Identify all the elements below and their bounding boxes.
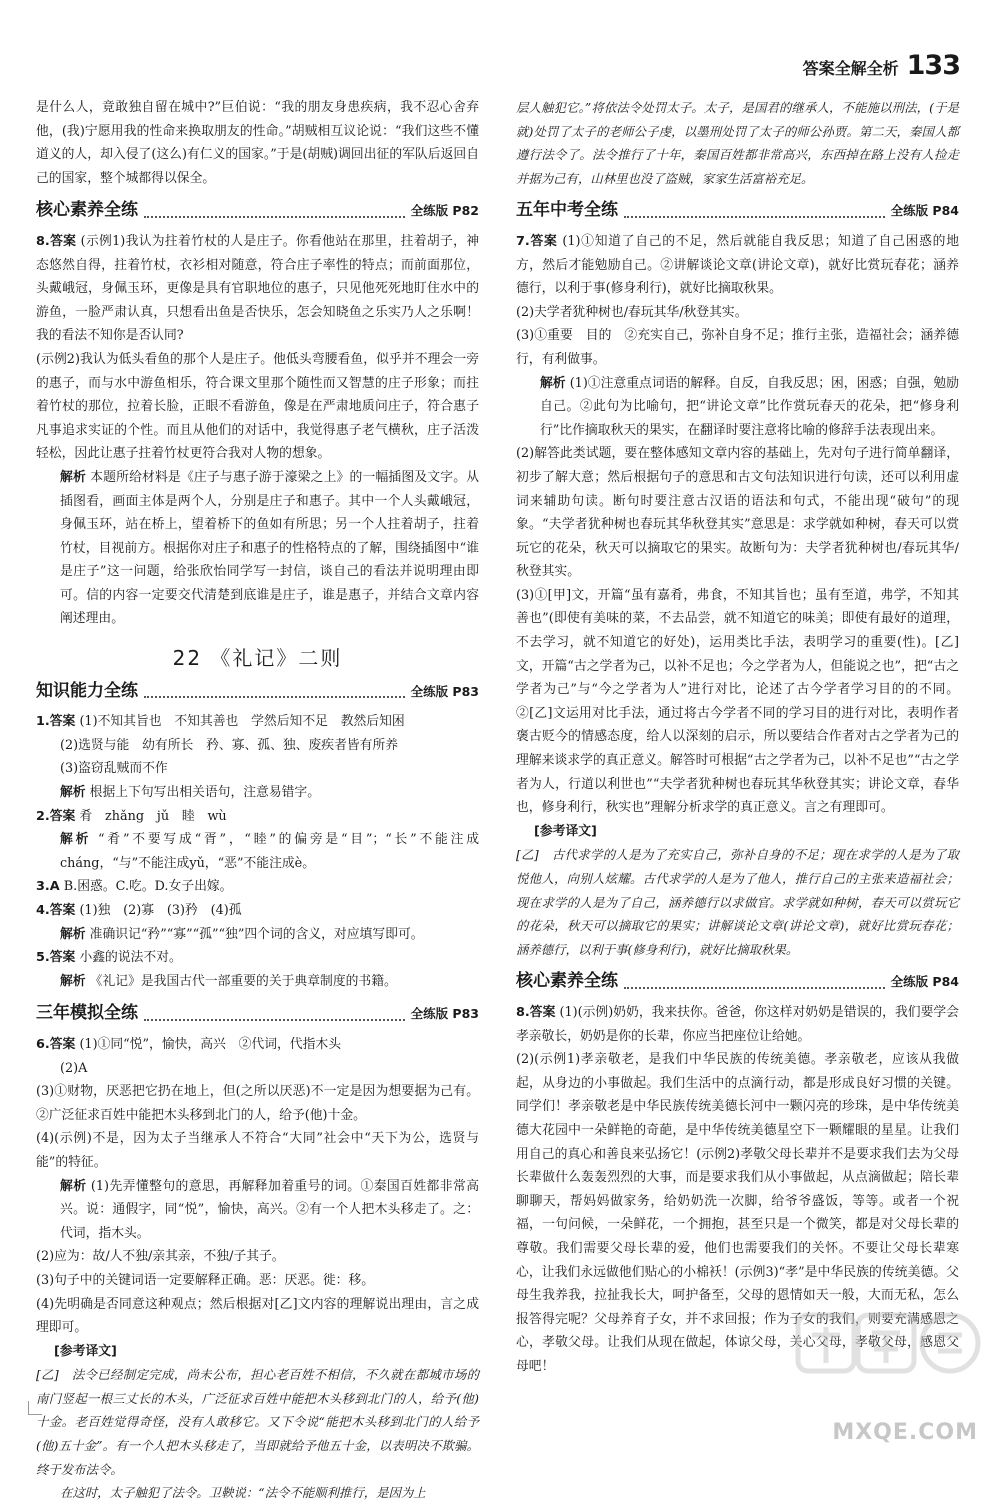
answer-text: (1)独 (2)寡 (3)矜 (4)孤	[79, 903, 242, 918]
section-heading	[516, 970, 959, 994]
section-ref: 全练版 P84	[890, 203, 959, 219]
intro-paragraph: 是什么人，竟敢独自留在城中?”巨伯说：“我的朋友身患疾病，我不忍心舍弃他，(我)宁愿用我的性命来换取朋友的性命。”胡贼相互议论说：“我们这些不懂道义的人，却入侵了(这么)有仁义的国家。”于是(胡贼)调回出征的军队后返回自己的国家，整个城都得以保全。	[36, 100, 479, 186]
analysis-line: (3)句子中的关键词语一定要解释正确。恶：厌恶。徙：移。	[36, 1272, 375, 1288]
right-column	[516, 96, 959, 1416]
dotted-leader	[144, 1019, 405, 1021]
answer-label: 8.答案	[516, 1004, 556, 1020]
answer-label: 7.答案	[516, 233, 558, 249]
answer-text: (1)①知道了自己的不足，然后就能自我反思；知道了自己困惑的地方，然后才能勉励自己。②讲解谈论文章(讲论文章)，就好比赏玩春花；涵养德行，以利于事(修身利行)，就好比摘取秋果。	[516, 233, 959, 297]
analysis-entry	[36, 466, 479, 631]
analysis-label: 解析	[60, 785, 86, 801]
answer-label: 2.答案	[36, 808, 76, 824]
answer-label: 5.答案	[36, 950, 76, 966]
running-title: 答案全解全析	[802, 59, 899, 78]
answer-text: (1)不知其旨也 不知其善也 学然后知不足 教然后知困	[79, 714, 405, 730]
answer-line: (4)(示例)不是，因为太子当继承人不符合“大同”社会中“天下为公，选贤与能”的特征。	[36, 1131, 479, 1170]
analysis-label: 解析	[60, 973, 86, 989]
analysis-label: 解析	[540, 375, 566, 391]
section-heading	[36, 199, 479, 223]
analysis-text: 本题所给材料是《庄子与惠子游于濠梁之上》的一幅插图及文字。从插图看，画面主体是两个人，分别是庄子和惠子。其中一个人头戴峨冠，身佩玉环，站在桥上，望着桥下的鱼如有所思；另一个人拄着胡子，拄着竹杖，目视前方。根据你对庄子和惠子的性格特点的了解，围绕插图中“谁是庄子”这一问题，给张欣怡同学写一封信，谈自己的看法并说明理由即可。信的内容一定要交代清楚到底谁是庄子，谁是惠子，并结合文章内容阐述理由。	[60, 469, 480, 627]
analysis-text: 根据上下句写出相关语句，注意易错字。	[89, 785, 321, 801]
analysis-line: (2)应为：故/人不独/亲其亲，不独/子其子。	[36, 1249, 285, 1265]
analysis-entry	[36, 781, 479, 805]
answer-entry	[36, 946, 479, 970]
answer-line: (3)①重要 目的 ②充实自己，弥补自身不足；推行主张，造福社会；涵养德行，有利做事。	[516, 328, 959, 367]
answer-entry	[36, 1033, 479, 1057]
section-title: 核心素养全练	[36, 200, 138, 221]
analysis-entry	[36, 828, 479, 875]
answer-text: (1)①同“悦”，愉快，高兴 ②代词，代指木头	[79, 1036, 341, 1052]
analysis-line: (4)先明确是否同意这种观点；然后根据对[乙]文内容的理解说出理由，言之成理即可。	[36, 1296, 479, 1336]
analysis-text: “肴”不要写成“胥”，“睦”的偏旁是“目”；“长”不能注成cháng，“与”不能注成yǔ，“恶”不能注成è。	[60, 832, 480, 871]
answer-line: (2)(示例1)孝亲敬老，是我们中华民族的传统美德。孝亲敬老，应该从我做起，从身边的小事做起。我们生活中的点滴行动，都是形成良好习惯的关键。同学们！孝亲敬老是中华民族传统美德长河中一颗闪亮的珍珠，是中华传统美德大花园中一朵鲜艳的奇葩，是中华传统美德星空下一颗耀眼的星星。让我们用自己的真心和善良来弘扬它！(示例2)孝敬父母长辈并不是要求我们去为父母长辈做什么轰轰烈烈的大事，而是要求我们从小事做起，从点滴做起；陪长辈聊聊天，帮妈妈做家务，给奶奶洗一次脚，给爷爷盛饭，等等。或者一个祝福，一句问候，一朵鲜花，一个拥抱，甚至只是一个微笑，都是对父母长辈的尊敬。我们需要父母长辈的爱，他们也需要我们的关怀。不要让父母长辈寒心，让我们永远做他们贴心的小棉袄！(示例3)“孝”是中华民族的传统美德。父母生我养我，拉扯我长大，呵护备至，父母的恩情如天一般，大而无私，怎么报答得完呢？父母养育子女，并不求回报；作为子女的我们，则要充满感恩之心，孝敬父母。让我们从现在做起，体谅父母，关心父母，孝敬父母，感恩父母吧！	[516, 1052, 959, 1374]
analysis-text: (1)①注意重点词语的解释。自反，自我反思；困，困惑；自强，勉励自己。②此句为比喻句，把“讲论文章”比作赏玩春天的花朵，把“修身利行”比作摘取秋天的果实，在翻译时要注意将比喻的修辞手法表现出来。	[540, 375, 959, 438]
section-title: 知识能力全练	[36, 680, 138, 701]
analysis-entry	[36, 970, 479, 994]
answer-entry	[36, 348, 479, 466]
watermark-stamp-icon	[778, 1305, 988, 1425]
section-title: 五年中考全练	[516, 200, 618, 221]
answer-line: (3)①财物，厌恶把它扔在地上，但(之所以厌恶)不一定是因为想要据为己有。②广泛征求百姓中能把木头移到北门的人，给予(他)十金。	[36, 1084, 479, 1123]
answer-line: (2)选贤与能 幼有所长 矜、寡、孤、独、废疾者皆有所养	[60, 737, 399, 753]
section-ref: 全练版 P82	[410, 203, 479, 219]
analysis-label: 解析	[60, 469, 86, 485]
answer-text: (示例1)我认为拄着竹杖的人是庄子。你看他站在那里，拄着胡子，神态悠然自得，拄着竹杖，衣衫相对随意，符合庄子率性的特点；而前面那位，头戴峨冠，身佩玉环，更像是具有官职地位的惠子，只见他死死地盯住水中的游鱼，一脸严肃认真，只想看出鱼是否快乐，怎会知晓鱼之乐实乃人之乐啊！我的看法不知你是否认同?	[36, 233, 479, 344]
answer-entry	[516, 1001, 959, 1048]
analysis-entry	[516, 372, 959, 443]
section-heading	[36, 1002, 479, 1026]
dotted-leader	[624, 987, 885, 989]
crop-mark	[28, 1401, 42, 1415]
dotted-leader	[144, 216, 405, 218]
section-ref: 全练版 P84	[890, 974, 959, 990]
answer-text: 肴 zhǎng jǔ 睦 wù	[79, 808, 227, 824]
translation-text: [乙] 法令已经制定完成，尚未公布，担心老百姓不相信，不久就在都城市场的南门竖起一根三丈长的木头，广泛征求百姓中能把木头移到北门的人，给予(他)十金。老百姓觉得奇怪，没有人敢移它。又下令说“能把木头移到北门的人给予(他)五十金”。有一个人把木头移走了，当即就给予他五十金，以表明决不欺骗。终于发布法令。	[36, 1367, 479, 1477]
analysis-text: (1)先弄懂整句的意思，再解释加着重号的词。①秦国百姓都非常高兴。说：通假字，同“悦”，愉快，高兴。②有一个人把木头移走了。之：代词，指木头。	[60, 1178, 479, 1241]
watermark-text: MXQE.COM	[832, 1420, 978, 1445]
answer-line: (3)盗窃乱贼而不作	[60, 761, 168, 777]
section-title: 三年模拟全练	[36, 1003, 138, 1024]
answer-entry	[36, 899, 479, 923]
analysis-line: (2)解答此类试题，要在整体感知文章内容的基础上，先对句子进行简单翻译，初步了解大意；然后根据句子的意思和古文句法知识进行句读，还可以利用虚词来辅助句读。断句时要注意古汉语的语法和句式，不能出现“破句”的现象。“夫学者犹种树也春玩其华秋登其实”意思是：求学就如种树，春天可以赏玩它的花朵，秋天可以摘取它的果实。故断句为：夫学者犹种树也/春玩其华/秋登其实。	[516, 446, 959, 580]
section-heading	[36, 680, 479, 704]
analysis-label: 解析	[60, 1178, 87, 1194]
answer-line: (2)夫学者犹种树也/春玩其华/秋登其实。	[516, 304, 748, 320]
left-column	[36, 96, 480, 1501]
answer-label: 1.答案	[36, 714, 76, 730]
analysis-text: 《礼记》是我国古代一部重要的关于典章制度的书籍。	[89, 973, 397, 989]
analysis-line: (3)①[甲]文，开篇“虽有嘉肴，弗食，不知其旨也；虽有至道，弗学，不知其善也”(即使有美味的菜，不去品尝，就不知道它的味美；即使有最好的道理，不去学习，就不知道它的好处)，运用类比手法，表明学习的重要(性)。[乙]文，开篇“古之学者为己，以补不足也；今之学者为人，但能说之也”，把“古之学者为己”与“今之学者为人”进行对比，论述了古今学者学习目的的不同。②[乙]文运用对比手法，通过将古今学者不同的学习目的进行对比，表明作者褒古贬今的情感态度，给人以深刻的启示，所以要结合作者对古之学者为己的理解来谈求学的真正意义。解答时可根据“古之学者为己，以补不足也”“古之学者为人，行道以利世也”“夫学者犹种树也春玩其华秋登其实；讲论文章，春华也，修身利行，秋实也”理解分析求学的真正意义。言之有理即可。	[516, 587, 959, 816]
answer-text: (示例2)我认为低头看鱼的那个人是庄子。他低头弯腰看鱼，似乎并不理会一旁的惠子，而与水中游鱼相乐，符合课文里那个随性而又智慧的庄子形象；而拄着竹杖的那位，拉着长脸，正眼不看游鱼，像是在严肃地质问庄子，符合惠子凡事追求实证的个性。而且从他们的对话中，我觉得惠子老气横秋，庄子活泼轻松，因此让惠子拄着竹杖更符合我对人物的想象。	[36, 351, 479, 462]
dotted-leader	[144, 696, 405, 698]
page-header	[803, 50, 960, 81]
answer-entry	[36, 710, 479, 734]
analysis-entry	[36, 923, 479, 947]
analysis-text: 准确识记“矜”“寡”“孤”“独”四个词的含义，对应填写即可。	[89, 926, 424, 942]
section-ref: 全练版 P83	[410, 1006, 479, 1022]
answer-text: B.困惑。C.吃。D.女子出嫁。	[63, 879, 233, 895]
translation-continued: 层人触犯它。”将依法令处罚太子。太子，是国君的继承人，不能施以刑法，(于是就)处罚了太子的老师公子虔，以墨刑处罚了太子的师公孙贾。第二天，秦国人都遵行法令了。法令推行了十年，秦国百姓都非常高兴，东西掉在路上没有人捡走并据为己有，山林里也没了盗贼，家家生活富裕充足。	[516, 100, 959, 186]
reference-translation-heading: [参考译文]	[54, 1343, 117, 1359]
analysis-label: 解析	[60, 926, 86, 942]
translation-text: 在这时，太子触犯了法令。卫鞅说：“法令不能顺利推行，是因为上	[60, 1485, 426, 1501]
answer-entry	[36, 805, 479, 829]
answer-entry	[516, 230, 959, 301]
answer-entry	[36, 875, 479, 899]
analysis-entry	[36, 1175, 479, 1246]
answer-text: (1)(示例)奶奶，我来扶你。爸爸，你这样对奶奶是错误的，我们要学会孝亲敬长，奶奶是你的长辈，你应当把座位让给她。	[516, 1004, 959, 1044]
answer-label: 8.答案	[36, 233, 77, 249]
section-ref: 全练版 P83	[410, 683, 479, 699]
answer-line: (2)A	[60, 1060, 88, 1076]
answer-text: 小鑫的说法不对。	[79, 950, 182, 966]
answer-label: 4.答案	[36, 903, 76, 918]
page-number: 133	[906, 50, 960, 81]
section-heading	[516, 199, 959, 223]
reference-translation-heading: [参考译文]	[534, 823, 597, 839]
section-title: 核心素养全练	[516, 971, 618, 992]
analysis-label: 解析	[60, 832, 92, 848]
chapter-title: 22 《礼记》二则	[172, 646, 343, 671]
answer-entry	[36, 230, 479, 348]
answer-label: 3.A	[36, 879, 60, 895]
translation-text: [乙] 古代求学的人是为了充实自己，弥补自身的不足；现在求学的人是为了取悦他人，向别人炫耀。古代求学的人是为了他人，推行自己的主张来造福社会；现在求学的人是为了自己，涵养德行以求做官。求学就如种树，春天可以赏玩它的花朵，秋天可以摘取它的果实；讲解谈论文章(讲论文章)，就好比赏玩春花；涵养德行，以利于事(修身利行)，就好比摘取秋果。	[516, 847, 959, 957]
dotted-leader	[624, 216, 885, 218]
answer-label: 6.答案	[36, 1036, 76, 1052]
